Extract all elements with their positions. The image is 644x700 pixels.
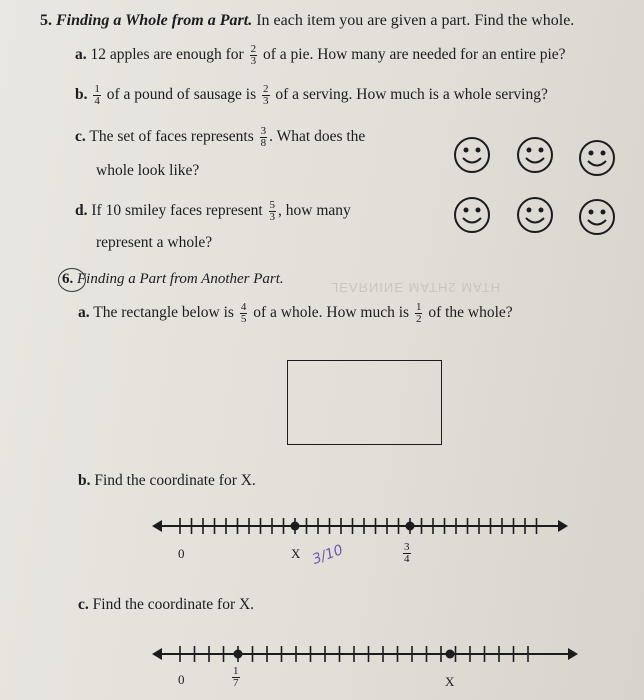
q5a-label: a. [75,46,87,64]
q5d-frac-num: 5 [269,199,276,211]
q5-instruction: In each item you are given a part. Find the whole. [256,12,575,29]
number-line-c [150,640,580,670]
handwritten-answer: 3/10 [310,542,346,568]
q5a-text-end: of a pie. How many are needed for an entire pie? [262,46,566,64]
q5a-fraction [250,44,258,67]
q5d-text-end: , how many [278,202,351,220]
q5a-frac-num: 2 [250,43,257,55]
tick-label-0-b: 0 [178,546,185,561]
q6b-text: Find the coordinate for X. [94,472,256,489]
q6c-label: c. [78,596,89,613]
smiley-face-icon [515,195,555,235]
q5c-fraction [260,126,268,149]
q6a-fraction-1 [240,302,248,325]
smiley-face-icon [577,197,617,237]
q6a-frac2-den: 2 [415,313,422,325]
q6a-frac1-den: 5 [240,313,247,325]
q6a-frac1-num: 4 [240,301,247,313]
q5-number: 5. [40,12,52,29]
tick-label-0-c: 0 [178,672,185,687]
q5a [75,44,566,67]
point-x-c [446,650,455,659]
tick-label-three-quarters [401,542,413,565]
q6c-text: Find the coordinate for X. [92,596,255,613]
arrow-right-icon [568,648,578,660]
q6a-fraction-2 [415,302,423,325]
arrow-right-icon [558,520,568,532]
smiley-face-icon [452,195,492,235]
q6-title: Finding a Part from Another Part. [77,271,284,287]
smiley-face-icon [515,135,555,175]
q6a-text-mid: of a whole. How much is [253,304,410,322]
q6b-label: b. [78,472,91,489]
q5c [75,126,365,149]
q5c-line2: whole look like? [96,162,200,179]
q5d-text: If 10 smiley faces represent [91,202,263,220]
q5c-label: c. [75,128,86,146]
q6-heading [62,271,284,288]
q5d [75,200,351,223]
q5b [75,84,548,107]
q5b-text: of a pound of sausage is [106,86,257,104]
q5b-fraction-2 [262,84,270,107]
arrow-left-icon [152,520,162,532]
q5c-text: The set of faces represents [89,128,254,146]
q6a-label: a. [78,304,90,322]
q5-heading [40,12,574,30]
point-one-seventh [234,650,243,659]
tick-label-x-b: X [291,546,301,561]
tick-frac-1-7-den: 7 [233,677,239,689]
tick-label-one-seventh [230,666,242,689]
q6-number: 6. [62,271,74,287]
q6a-frac2-num: 1 [415,301,422,313]
q5b-fraction-1 [93,84,101,107]
q5c-frac-den: 8 [260,137,267,149]
q5b-frac1-num: 1 [94,83,100,95]
number-line-b [150,512,570,542]
tick-label-x-c: X [445,674,455,689]
q5b-label: b. [75,86,88,104]
bleed-through-text: HTAM 2HTAM ƎИIИЯΛƎL [330,280,501,295]
tick-frac-1-7-num: 1 [233,665,239,677]
q5b-frac2-num: 2 [263,83,269,95]
q5d-line2: represent a whole? [96,234,213,251]
q5d-fraction [269,200,277,223]
tick-frac-1-7 [232,666,240,689]
q5c-text-end: . What does the [269,128,366,146]
q6c [78,596,254,614]
q5a-text: 12 apples are enough for [90,46,244,64]
q5b-frac2-den: 3 [263,95,269,107]
q6b [78,472,256,490]
q5b-frac1-den: 4 [94,95,100,107]
q5d-frac-den: 3 [269,211,276,223]
q5b-text-end: of a serving. How much is a whole serving? [275,86,548,104]
point-x-b [291,522,300,531]
q5d-label: d. [75,202,88,220]
q6a-text-end: of the whole? [428,304,513,322]
q6a-text: The rectangle below is [93,304,234,322]
q5c-frac-num: 3 [260,125,267,137]
smiley-face-icon [452,135,492,175]
arrow-left-icon [152,648,162,660]
tick-frac-3-4-num: 3 [404,541,410,553]
point-three-quarters [406,522,415,531]
q6a [78,302,513,325]
tick-frac-3-4-den: 4 [404,553,410,565]
q5a-frac-den: 3 [250,55,257,67]
smiley-face-icon [577,138,617,178]
q5-title: Finding a Whole from a Part. [56,12,253,29]
tick-frac-3-4 [403,542,411,565]
rectangle-figure [287,360,442,445]
